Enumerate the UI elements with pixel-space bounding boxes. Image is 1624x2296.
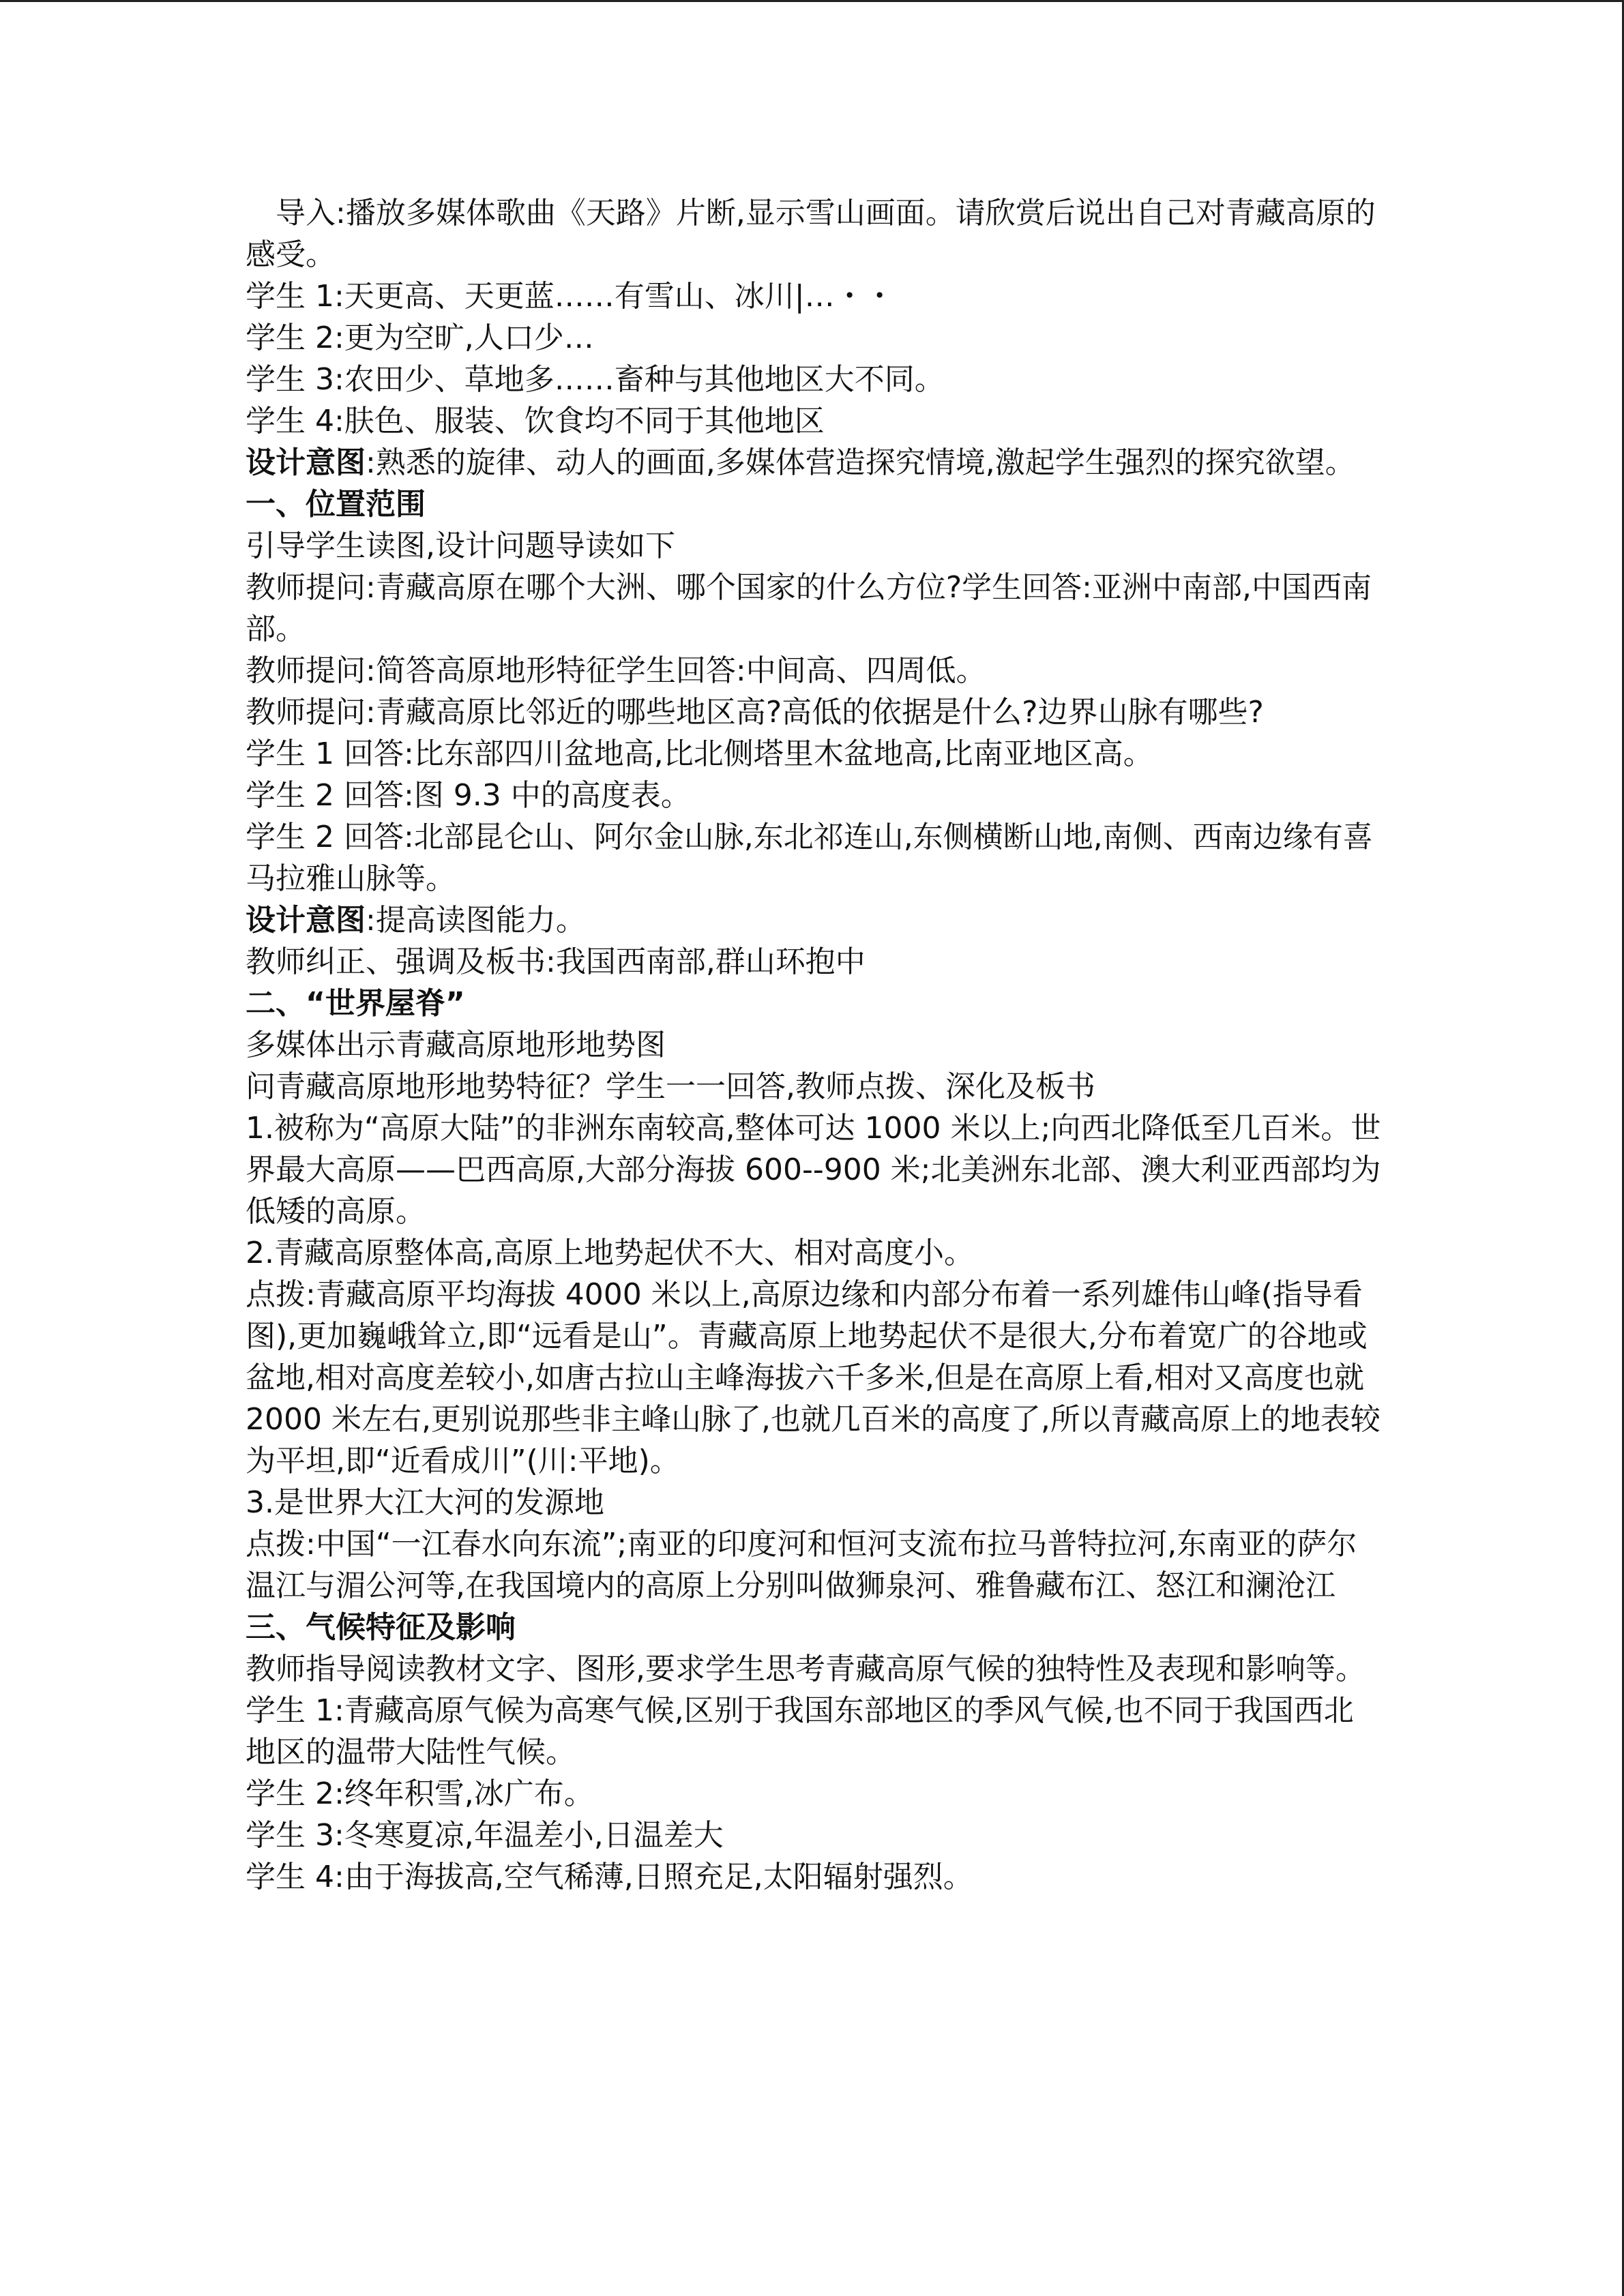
student-answer: 学生 1 回答:比东部四川盆地高,比北侧塔里木盆地高,比南亚地区高。: [246, 736, 1153, 771]
design-intent-label: 设计意图: [246, 445, 366, 480]
point-3: 3.是世界大江大河的发源地: [246, 1485, 604, 1520]
design-intent-1: [246, 442, 1383, 483]
hint-paragraph: 点拨:中国“一江春水向东流”;南亚的印度河和恒河支流布拉马普特拉河,东南亚的萨尔温江与湄公河等,在我国境内的高原上分别叫做狮泉河、雅鲁藏布江、怒江和澜沧江: [246, 1527, 1357, 1603]
paragraph: 引导学生读图,设计问题导读如下: [246, 528, 675, 563]
student-answer: 学生 2 回答:图 9.3 中的高度表。: [246, 778, 691, 813]
teacher-question-3: 教师提问:青藏高原比邻近的哪些地区高?高低的依据是什么?边界山脉有哪些?: [246, 695, 1264, 730]
hint-paragraph: 点拨:青藏高原平均海拔 4000 米以上,高原边缘和内部分布着一系列雄伟山峰(指导看图),更加巍峨耸立,即“远看是山”。青藏高原上地势起伏不是很大,分布着宽广的谷地或盆地,相对高度差较小,如唐古拉山主峰海拔六千多米,但是在高原上看,相对又高度也就 2000 米左右,更别说那些非主峰山脉了,也就几百米的高度了,所以青藏高原上的地表较为平坦,即“近看成川”(川:平地)。: [246, 1277, 1381, 1478]
intro-paragraph: 导入:播放多媒体歌曲《天路》片断,显示雪山画面。请欣赏后说出自己对青藏高原的感受。: [246, 196, 1376, 272]
teacher-question-1: 教师提问:青藏高原在哪个大洲、哪个国家的什么方位?学生回答:亚洲中南部,中国西南部。: [246, 570, 1372, 646]
student-answer: 学生 4:由于海拔高,空气稀薄,日照充足,太阳辐射强烈。: [246, 1860, 973, 1894]
paragraph: 教师指导阅读教材文字、图形,要求学生思考青藏高原气候的独特性及表现和影响等。: [246, 1652, 1365, 1686]
point-1: 1.被称为“高原大陆”的非洲东南较高,整体可达 1000 米以上;向西北降低至几百米。世界最大高原——巴西高原,大部分海拔 600--900 米;北美洲东北部、澳大利亚西部均为低矮的高原。: [246, 1111, 1381, 1229]
point-2: 2.青藏高原整体高,高原上地势起伏不大、相对高度小。: [246, 1236, 974, 1270]
design-intent-2: [246, 899, 1383, 941]
section-heading-3: 三、气候特征及影响: [246, 1610, 516, 1645]
student-answer: 学生 1:青藏高原气候为高寒气候,区别于我国东部地区的季风气候,也不同于我国西北地区的温带大陆性气候。: [246, 1693, 1354, 1770]
section-heading-2: 二、“世界屋脊”: [246, 986, 465, 1021]
document-body: [246, 192, 1383, 1898]
section-heading-1: 一、位置范围: [246, 487, 426, 522]
student-answer: 学生 3:冬寒夏凉,年温差小,日温差大: [246, 1818, 724, 1853]
design-intent-label: 设计意图: [246, 903, 366, 938]
page-border-top: [0, 0, 1624, 2]
paragraph: 教师纠正、强调及板书:我国西南部,群山环抱中: [246, 944, 866, 979]
teacher-question-2: 教师提问:简答高原地形特征学生回答:中间高、四周低。: [246, 653, 986, 688]
student-1-answer: 学生 1:天更高、天更蓝……有雪山、冰川|…・・: [246, 279, 895, 314]
student-answer: 学生 2:终年积雪,冰广布。: [246, 1776, 594, 1811]
student-2-answer: 学生 2:更为空旷,人口少…: [246, 320, 594, 355]
design-intent-text: :提高读图能力。: [366, 903, 586, 938]
design-intent-text: :熟悉的旋律、动人的画面,多媒体营造探究情境,激起学生强烈的探究欲望。: [366, 445, 1355, 480]
paragraph: 问青藏高原地形地势特征？学生一一回答,教师点拨、深化及板书: [246, 1069, 1095, 1104]
paragraph: 多媒体出示青藏高原地形地势图: [246, 1028, 666, 1062]
student-answer: 学生 2 回答:北部昆仑山、阿尔金山脉,东北祁连山,东侧横断山地,南侧、西南边缘有喜马拉雅山脉等。: [246, 820, 1373, 896]
student-3-answer: 学生 3:农田少、草地多……畜种与其他地区大不同。: [246, 362, 945, 397]
student-4-answer: 学生 4:肤色、服装、饮食均不同于其他地区: [246, 404, 825, 438]
